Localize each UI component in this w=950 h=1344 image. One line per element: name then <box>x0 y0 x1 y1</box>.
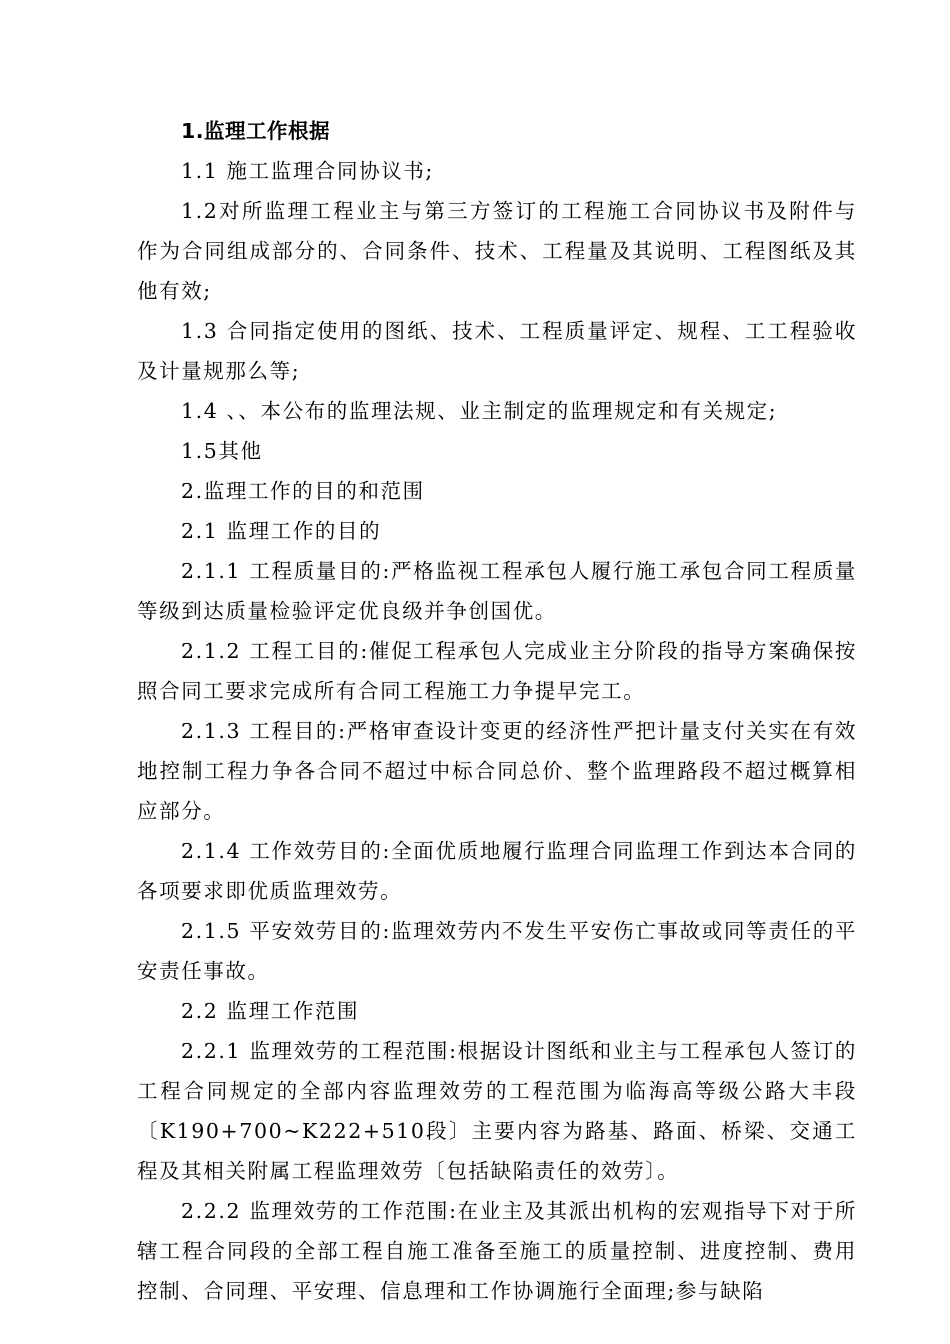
paragraph-1-5: 1.5其他 <box>181 439 263 463</box>
paragraph-2-1-1: 2.1.1 工程质量目的:严格监视工程承包人履行施工承包合同工程质量等级到达质量检验评定优良级并争创国优。 <box>137 559 857 623</box>
paragraph-1-4: 1.4 、、本公布的监理法规、业主制定的监理规定和有关规定; <box>181 399 778 423</box>
paragraph-2-2-1: 2.2.1 监理效劳的工程范围:根据设计图纸和业主与工程承包人签订的工程合同规定的全部内容监理效劳的工程范围为临海高等级公路大丰段〔K190+700~K222+510段〕主要内容为路基、路面、桥梁、交通工程及其相关附属工程监理效劳〔包括缺陷责任的效劳〕。 <box>137 1039 857 1183</box>
paragraph-2-1-2: 2.1.2 工程工目的:催促工程承包人完成业主分阶段的指导方案确保按照合同工要求完成所有合同工程施工力争提早完工。 <box>137 639 857 703</box>
paragraph-2-2: 2.2 监理工作范围 <box>181 999 360 1023</box>
section-heading-1: 1.监理工作根据 <box>181 119 331 143</box>
paragraph-1-2: 1.2对所监理工程业主与第三方签订的工程施工合同协议书及附件与作为合同组成部分的、合同条件、技术、工程量及其说明、工程图纸及其他有效; <box>137 199 857 303</box>
paragraph-2-1-3: 2.1.3 工程目的:严格审查设计变更的经济性严把计量支付关实在有效地控制工程力争各合同不超过中标合同总价、整个监理路段不超过概算相应部分。 <box>137 719 857 823</box>
document-body <box>137 111 857 1311</box>
section-heading-2: 2.监理工作的目的和范围 <box>181 479 425 503</box>
paragraph-2-1-5: 2.1.5 平安效劳目的:监理效劳内不发生平安伤亡事故或同等责任的平安责任事故。 <box>137 919 857 983</box>
paragraph-2-1-4: 2.1.4 工作效劳目的:全面优质地履行监理合同监理工作到达本合同的各项要求即优质监理效劳。 <box>137 839 857 903</box>
paragraph-2-2-2: 2.2.2 监理效劳的工作范围:在业主及其派出机构的宏观指导下对于所辖工程合同段的全部工程自施工准备至施工的质量控制、进度控制、费用控制、合同理、平安理、信息理和工作协调施行全面理;参与缺陷 <box>137 1199 857 1303</box>
paragraph-1-3: 1.3 合同指定使用的图纸、技术、工程质量评定、规程、工工程验收及计量规那么等; <box>137 319 857 383</box>
paragraph-1-1: 1.1 施工监理合同协议书; <box>181 159 434 183</box>
paragraph-2-1: 2.1 监理工作的目的 <box>181 519 382 543</box>
